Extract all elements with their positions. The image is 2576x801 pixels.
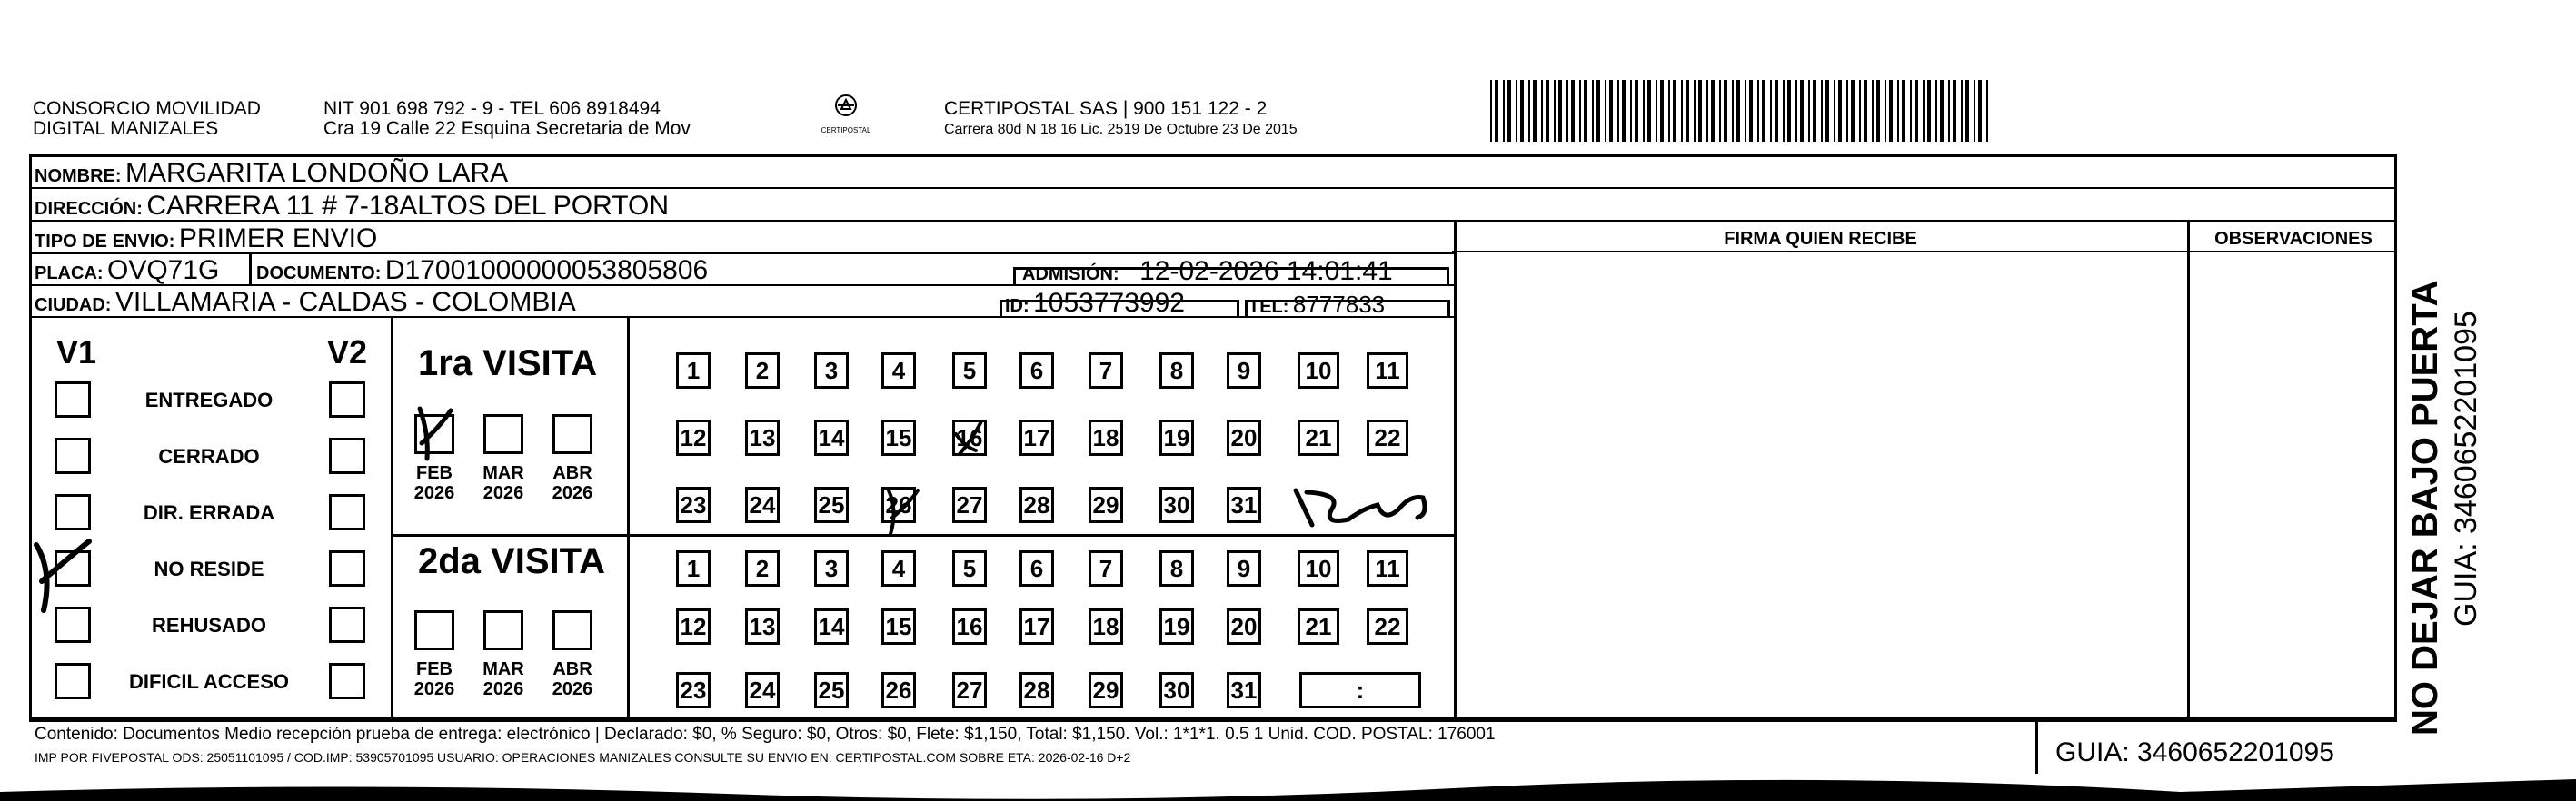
day-checkbox[interactable]: 3 [814,550,849,587]
day-checkbox[interactable]: 6 [1019,352,1054,389]
ciudad-label: CIUDAD: [35,295,112,315]
time-handwriting [1296,490,1425,525]
month-year: 2026 [482,679,524,699]
company-name-line1: CONSORCIO MOVILIDAD [33,98,261,119]
placa-value: OVQ71G [107,255,220,285]
placa-label: PLACA: [35,263,104,283]
carrier-address: Carrera 80d N 18 16 Lic. 2519 De Octubre 23 De 2015 [944,122,1298,137]
v2-label: V2 [327,333,368,371]
documento-value: D17001000000053805806 [384,255,709,285]
day-checkbox[interactable]: 13 [745,420,780,456]
day-checkbox[interactable]: 19 [1159,420,1194,456]
day-checkbox[interactable]: 17 [1019,420,1054,456]
day-checkbox[interactable]: 3 [814,352,849,389]
company-address: Cra 19 Calle 22 Esquina Secretaria de Mov [323,118,691,139]
admision-value: 12-02-2026 14:01:41 [1139,256,1393,286]
day-checkbox[interactable]: 6 [1019,550,1054,587]
day-checkbox[interactable]: 12 [676,608,711,645]
day-checkbox[interactable]: 29 [1089,487,1123,523]
day-checkbox[interactable]: 4 [881,352,916,389]
nombre-label: NOMBRE: [35,166,122,186]
tipo-envio-value: PRIMER ENVIO [178,223,378,253]
no-dejar-bajo-puerta: NO DEJAR BAJO PUERTA [2405,280,2445,736]
month-year: 2026 [482,483,524,503]
status-label: NO RESIDE [154,558,264,580]
day-checkbox[interactable]: 20 [1227,608,1261,645]
day-checkbox[interactable]: 30 [1159,487,1194,523]
day-checkbox[interactable]: 23 [676,487,711,523]
day-checkbox[interactable]: 5 [952,550,987,587]
status-label: REHUSADO [152,614,266,637]
month-name: ABR [552,463,592,483]
day-checkbox[interactable]: 31 [1227,672,1261,708]
day-checkbox[interactable]: 26 [881,487,916,523]
day-checkbox[interactable]: 22 [1367,608,1408,645]
month-year: 2026 [413,679,455,699]
v1-label: V1 [56,333,97,371]
status-label: DIFICIL ACCESO [128,670,289,693]
day-checkbox[interactable]: 14 [814,420,849,456]
firma-label: FIRMA QUIEN RECIBE [1724,229,1917,249]
day-checkbox[interactable]: 12 [676,420,711,456]
day-checkbox[interactable]: 28 [1019,672,1054,708]
month-name: FEB [416,463,453,483]
direccion-label: DIRECCIÓN: [35,199,143,219]
feb-mark [420,409,451,459]
status-label: CERRADO [158,445,260,468]
day-checkbox[interactable]: 2 [745,550,780,587]
tel-label: TEL: [1248,297,1289,317]
day-checkbox[interactable]: 13 [745,608,780,645]
second-visit-title: 2da VISITA [418,541,605,581]
torn-edge [0,772,2576,801]
id-value: 1053773992 [1033,288,1185,318]
day-checkbox[interactable]: 30 [1159,672,1194,708]
day-checkbox[interactable]: 24 [745,672,780,708]
day-checkbox[interactable]: 16 [952,420,987,456]
day-checkbox[interactable]: 31 [1227,487,1261,523]
month-name: MAR [482,659,524,679]
no-reside-mark [36,541,89,610]
day-checkbox[interactable]: 15 [881,608,916,645]
day-checkbox[interactable]: 16 [952,608,987,645]
day-checkbox[interactable]: 25 [814,487,849,523]
ciudad-value: VILLAMARIA - CALDAS - COLOMBIA [114,287,576,317]
day16-mark [956,421,981,454]
footer-imp: IMP POR FIVEPOSTAL ODS: 25051101095 / COD.IMP: 53905701095 USUARIO: OPERACIONES MANIZALES CONSULTE SU ENVIO EN: CERTIPOSTAL.COM SOBRE ETA: 2026-02-16 D+2 [35,750,1131,765]
month-name: ABR [552,659,592,679]
status-label: ENTREGADO [144,389,274,411]
day-checkbox[interactable]: 5 [952,352,987,389]
status-label: DIR. ERRADA [143,501,275,524]
day-checkbox[interactable]: 11 [1367,550,1408,587]
day-checkbox[interactable]: 4 [881,550,916,587]
day-checkbox[interactable]: 23 [676,672,711,708]
day-checkbox[interactable]: 17 [1019,608,1054,645]
day-checkbox[interactable]: 21 [1298,420,1339,456]
day-checkbox[interactable]: 7 [1089,352,1123,389]
day-checkbox[interactable]: 11 [1367,352,1408,389]
day-checkbox[interactable]: 24 [745,487,780,523]
day-checkbox[interactable]: 2 [745,352,780,389]
day-checkbox[interactable]: 27 [952,487,987,523]
side-guia: GUIA: 3460652201095 [2449,311,2483,627]
month-year: 2026 [552,679,593,699]
day-checkbox[interactable]: 27 [952,672,987,708]
day-checkbox[interactable]: 29 [1089,672,1123,708]
tipo-envio-label: TIPO DE ENVIO: [35,232,175,252]
nombre-value: MARGARITA LONDOÑO LARA [125,158,509,188]
day-checkbox[interactable]: 8 [1159,550,1194,587]
month-name: MAR [482,463,524,483]
footer-content: Contenido: Documentos Medio recepción prueba de entrega: electrónico | Declarado: $0, % Seguro: $0, Otros: $0, Flete: $1,150, Total: $1,150. Vol.: 1*1*1. 0.5 1 Unid. COD. POSTAL: 176001 [35,725,1496,744]
direccion-value: CARRERA 11 # 7-18ALTOS DEL PORTON [146,191,670,221]
company-nit: NIT 901 698 792 - 9 - TEL 606 8918494 [323,98,661,119]
month-year: 2026 [413,483,455,503]
footer-guia: GUIA: 3460652201095 [2055,737,2334,767]
day-checkbox[interactable]: 18 [1089,608,1123,645]
carrier-name: CERTIPOSTAL SAS | 900 151 122 - 2 [944,98,1268,119]
day-checkbox[interactable]: 28 [1019,487,1054,523]
month-name: FEB [416,659,453,679]
day-checkbox[interactable]: 21 [1298,608,1339,645]
day-checkbox[interactable]: 8 [1159,352,1194,389]
month-year: 2026 [552,483,593,503]
day-checkbox[interactable]: 18 [1089,420,1123,456]
day-checkbox[interactable]: 9 [1227,352,1261,389]
day-checkbox[interactable]: 1 [676,550,711,587]
logo-text: CERTIPOSTAL [821,126,871,134]
day-checkbox[interactable]: 15 [881,420,916,456]
admision-label: ADMISIÓN: [1022,264,1119,284]
day-checkbox[interactable]: 26 [881,672,916,708]
day-checkbox[interactable]: 14 [814,608,849,645]
company-name-line2: DIGITAL MANIZALES [33,118,219,139]
day-checkbox[interactable]: 1 [676,352,711,389]
day-checkbox[interactable]: 20 [1227,420,1261,456]
documento-label: DOCUMENTO: [256,263,382,283]
day-checkbox[interactable]: 9 [1227,550,1261,587]
day-checkbox[interactable]: 25 [814,672,849,708]
day-checkbox[interactable]: 22 [1367,420,1408,456]
day-checkbox[interactable]: 10 [1298,352,1339,389]
day-checkbox[interactable]: 10 [1298,550,1339,587]
first-visit-title: 1ra VISITA [418,343,598,383]
day26-mark [889,490,918,534]
time-box[interactable]: : [1299,672,1421,708]
day-checkbox[interactable]: 19 [1159,608,1194,645]
observaciones-label: OBSERVACIONES [2214,229,2372,249]
day-checkbox[interactable]: 7 [1089,550,1123,587]
id-label: ID: [1005,296,1029,316]
tel-value: 8777833 [1292,291,1386,318]
